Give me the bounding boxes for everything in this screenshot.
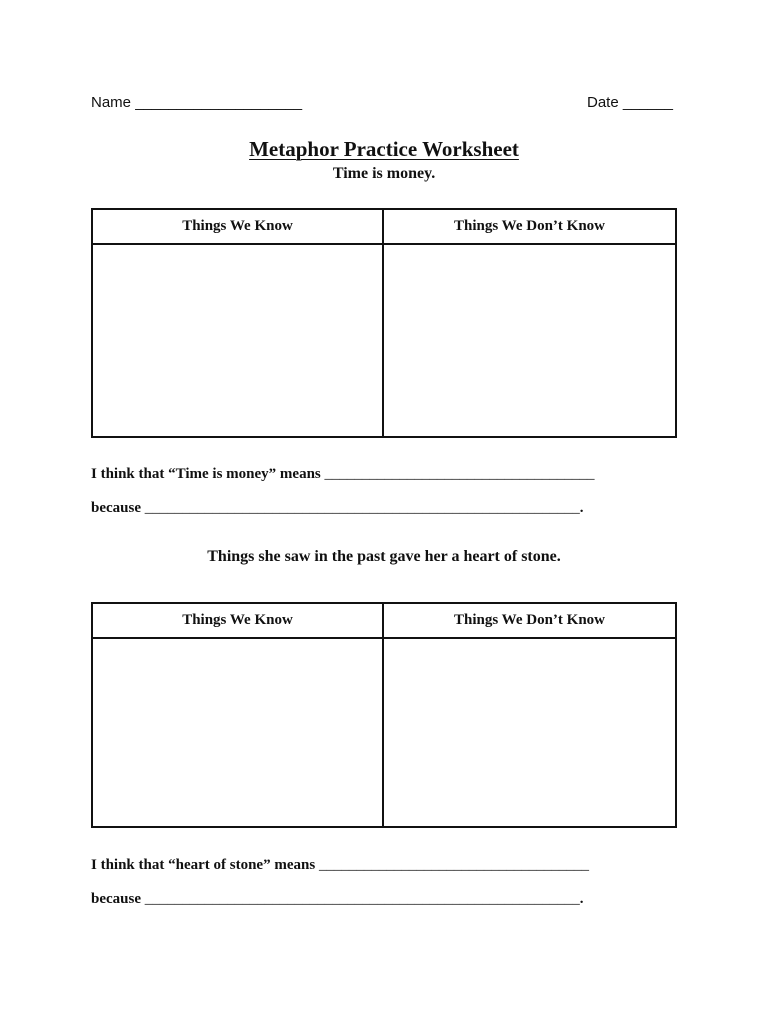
because-blank[interactable]: __________________________________________________________ — [144, 891, 580, 907]
means-blank[interactable]: ____________________________________ — [324, 466, 595, 482]
because-prompt: because — [91, 891, 141, 907]
means-blank[interactable]: ____________________________________ — [318, 857, 589, 873]
metaphor-2-text: Things she saw in the past gave her a heart of stone. — [207, 548, 561, 565]
date-field[interactable] — [587, 94, 673, 111]
response-2-means-line[interactable] — [91, 857, 589, 874]
column-header-things-we-know: Things We Know — [93, 604, 384, 639]
things-we-dont-know-answer-box[interactable] — [384, 245, 675, 436]
means-prompt: I think that “Time is money” means — [91, 466, 321, 482]
name-field[interactable] — [91, 94, 302, 111]
because-end-period: . — [579, 891, 584, 907]
because-end-period: . — [579, 500, 584, 516]
column-header-things-we-dont-know: Things We Don’t Know — [384, 210, 675, 245]
name-label: Name — [91, 94, 132, 111]
worksheet-title-text: Metaphor Practice Worksheet — [249, 137, 519, 161]
metaphor-1-text: Time is money. — [332, 165, 436, 182]
date-label: Date — [587, 94, 619, 111]
name-blank[interactable]: ____________________ — [135, 94, 303, 111]
response-1-means-line[interactable] — [91, 466, 595, 483]
because-prompt: because — [91, 500, 141, 516]
things-we-know-answer-box[interactable] — [93, 245, 384, 436]
know-dont-know-chart-1 — [91, 208, 677, 438]
column-header-things-we-know: Things We Know — [93, 210, 384, 245]
response-1-because-line[interactable] — [91, 500, 584, 517]
date-blank[interactable]: ______ — [622, 94, 673, 111]
know-dont-know-chart-2 — [91, 602, 677, 828]
worksheet-title — [0, 137, 768, 162]
things-we-dont-know-answer-box[interactable] — [384, 639, 675, 826]
means-prompt: I think that “heart of stone” means — [91, 857, 316, 873]
things-we-know-answer-box[interactable] — [93, 639, 384, 826]
response-2-because-line[interactable] — [91, 891, 584, 908]
because-blank[interactable]: __________________________________________________________ — [144, 500, 580, 516]
column-header-things-we-dont-know: Things We Don’t Know — [384, 604, 675, 639]
